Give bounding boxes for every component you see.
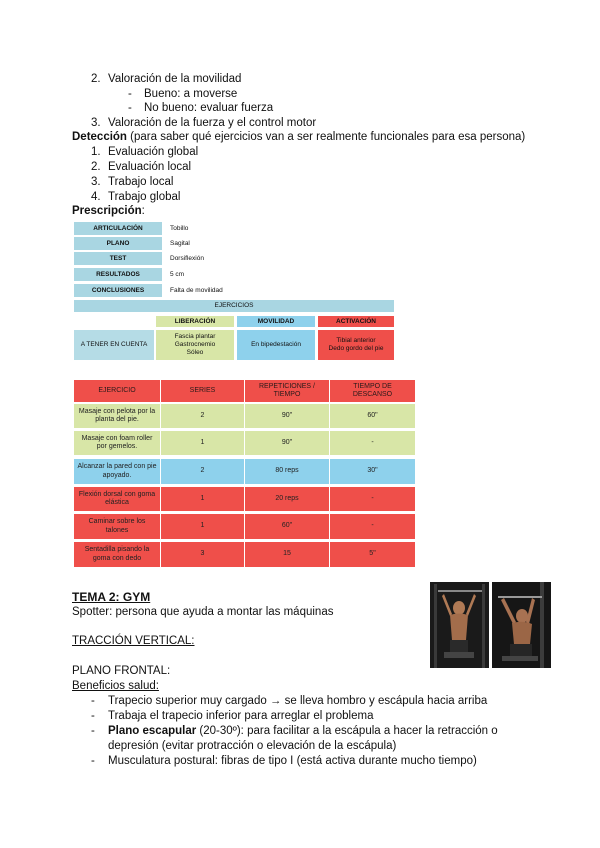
bullet-bold: Plano escapular	[108, 725, 197, 737]
deteccion-paragraph	[72, 130, 525, 144]
sub-item-text: Bueno: a moverse	[144, 88, 238, 100]
list-item-text: Valoración de la movilidad	[108, 73, 242, 85]
list-item-text: Evaluación local	[108, 161, 192, 173]
dash: -	[91, 710, 95, 722]
dash: -	[91, 695, 95, 707]
table-cell-series: 2	[161, 404, 244, 428]
table-label: TEST	[74, 252, 162, 265]
prescripcion-heading	[72, 204, 145, 218]
table-value: Tobillo	[164, 222, 320, 235]
gym-photo-side	[492, 582, 551, 668]
table-cell-descanso: -	[330, 514, 415, 539]
list-item-text: Trabajo global	[108, 191, 181, 203]
table-label: RESULTADOS	[74, 268, 162, 281]
bullet-text: Musculatura postural: fibras de tipo I (está activa durante mucho tiempo)	[108, 755, 477, 767]
movilidad-cell: En bipedestación	[237, 330, 315, 360]
activacion-cell: Tibial anterior Dedo gordo del pie	[318, 330, 394, 360]
list-item-num: 2.	[91, 161, 101, 173]
traccion-heading: TRACCIÓN VERTICAL:	[72, 635, 195, 647]
dash: -	[91, 725, 95, 737]
table-label: PLANO	[74, 237, 162, 250]
table-cell-ejercicio: Flexión dorsal con goma elástica	[74, 487, 160, 511]
table-cell-ejercicio: Sentadilla pisando la goma con dedo	[74, 542, 160, 567]
list-item-num: 2.	[91, 73, 101, 85]
table-cell-reps: 80 reps	[245, 459, 329, 484]
list-item-num: 4.	[91, 191, 101, 203]
table-cell-ejercicio: Alcanzar la pared con pie apoyado.	[74, 459, 160, 484]
gym-photo-front	[430, 582, 489, 668]
table-cell-series: 3	[161, 542, 244, 567]
plano-heading: PLANO FRONTAL:	[72, 665, 171, 677]
list-item-text: Trabajo local	[108, 176, 174, 188]
prescripcion-colon: :	[141, 205, 145, 217]
bullet-text: Trapecio superior muy cargado → se lleva hombro y escápula hacia arriba	[108, 695, 488, 707]
table-cell-descanso: 60"	[330, 404, 415, 428]
dash: -	[91, 755, 95, 767]
dash: -	[128, 102, 132, 114]
table-cell-descanso: -	[330, 487, 415, 511]
table-cell-reps: 15	[245, 542, 329, 567]
table-cell-descanso: -	[330, 431, 415, 455]
spotter-text: Spotter: persona que ayuda a montar las máquinas	[72, 606, 334, 618]
tema2-title: TEMA 2: GYM	[72, 590, 151, 604]
bullet-rest: (20-30º): para facilitar a la escápula a hacer la retracción o	[196, 725, 498, 737]
table-value: 5 cm	[164, 268, 320, 281]
liberacion-cell: Fascia plantar Gastrocnemio Sóleo	[156, 330, 234, 360]
col-activacion: ACTIVACIÓN	[318, 316, 394, 327]
header-ejercicio: EJERCICIO	[74, 380, 160, 402]
table-cell-series: 1	[161, 487, 244, 511]
header-descanso: TIEMPO DE DESCANSO	[330, 380, 415, 402]
bullet-text	[108, 724, 498, 738]
header-reps: REPETICIONES / TIEMPO	[245, 380, 329, 402]
list-item-text: Evaluación global	[108, 146, 199, 158]
dash: -	[128, 88, 132, 100]
bullet-text: Trabaja el trapecio inferior para arreglar el problema	[108, 710, 374, 722]
list-item-num: 3.	[91, 117, 101, 129]
table-label: ARTICULACIÓN	[74, 222, 162, 235]
table-cell-series: 2	[161, 459, 244, 484]
table-cell-reps: 60"	[245, 514, 329, 539]
list-item-num: 3.	[91, 176, 101, 188]
table-cell-reps: 90"	[245, 404, 329, 428]
table-cell-series: 1	[161, 514, 244, 539]
table-cell-descanso: 5"	[330, 542, 415, 567]
deteccion-desc: (para saber qué ejercicios van a ser realmente funcionales para esa persona)	[126, 131, 526, 143]
list-item-text: Valoración de la fuerza y el control motor	[108, 117, 317, 129]
col-movilidad: MOVILIDAD	[237, 316, 315, 327]
ejercicios-header: EJERCICIOS	[74, 300, 394, 312]
table-value: Dorsiflexión	[164, 252, 320, 265]
table-value: Falta de movilidad	[164, 284, 320, 297]
table-label: CONCLUSIONES	[74, 284, 162, 297]
table-cell-ejercicio: Masaje con foam roller por gemelos.	[74, 431, 160, 455]
prescripcion-title: Prescripción	[72, 205, 142, 217]
beneficios-heading: Beneficios salud:	[72, 680, 159, 692]
header-series: SERIES	[161, 380, 244, 402]
table-cell-ejercicio: Caminar sobre los talones	[74, 514, 160, 539]
bullet-continuation: depresión (evitar protracción o elevación de la escápula)	[108, 740, 397, 752]
col-liberacion: LIBERACIÓN	[156, 316, 234, 327]
table-cell-descanso: 30"	[330, 459, 415, 484]
table-cell-ejercicio: Masaje con pelota por la planta del pie.	[74, 404, 160, 428]
table-cell-series: 1	[161, 431, 244, 455]
table-cell-reps: 20 reps	[245, 487, 329, 511]
list-item-num: 1.	[91, 146, 101, 158]
deteccion-title: Detección	[72, 131, 127, 143]
sub-item-text: No bueno: evaluar fuerza	[144, 102, 274, 114]
table-cell-reps: 90"	[245, 431, 329, 455]
table-value: Sagital	[164, 237, 320, 250]
tener-en-cuenta: A TENER EN CUENTA	[74, 330, 154, 360]
